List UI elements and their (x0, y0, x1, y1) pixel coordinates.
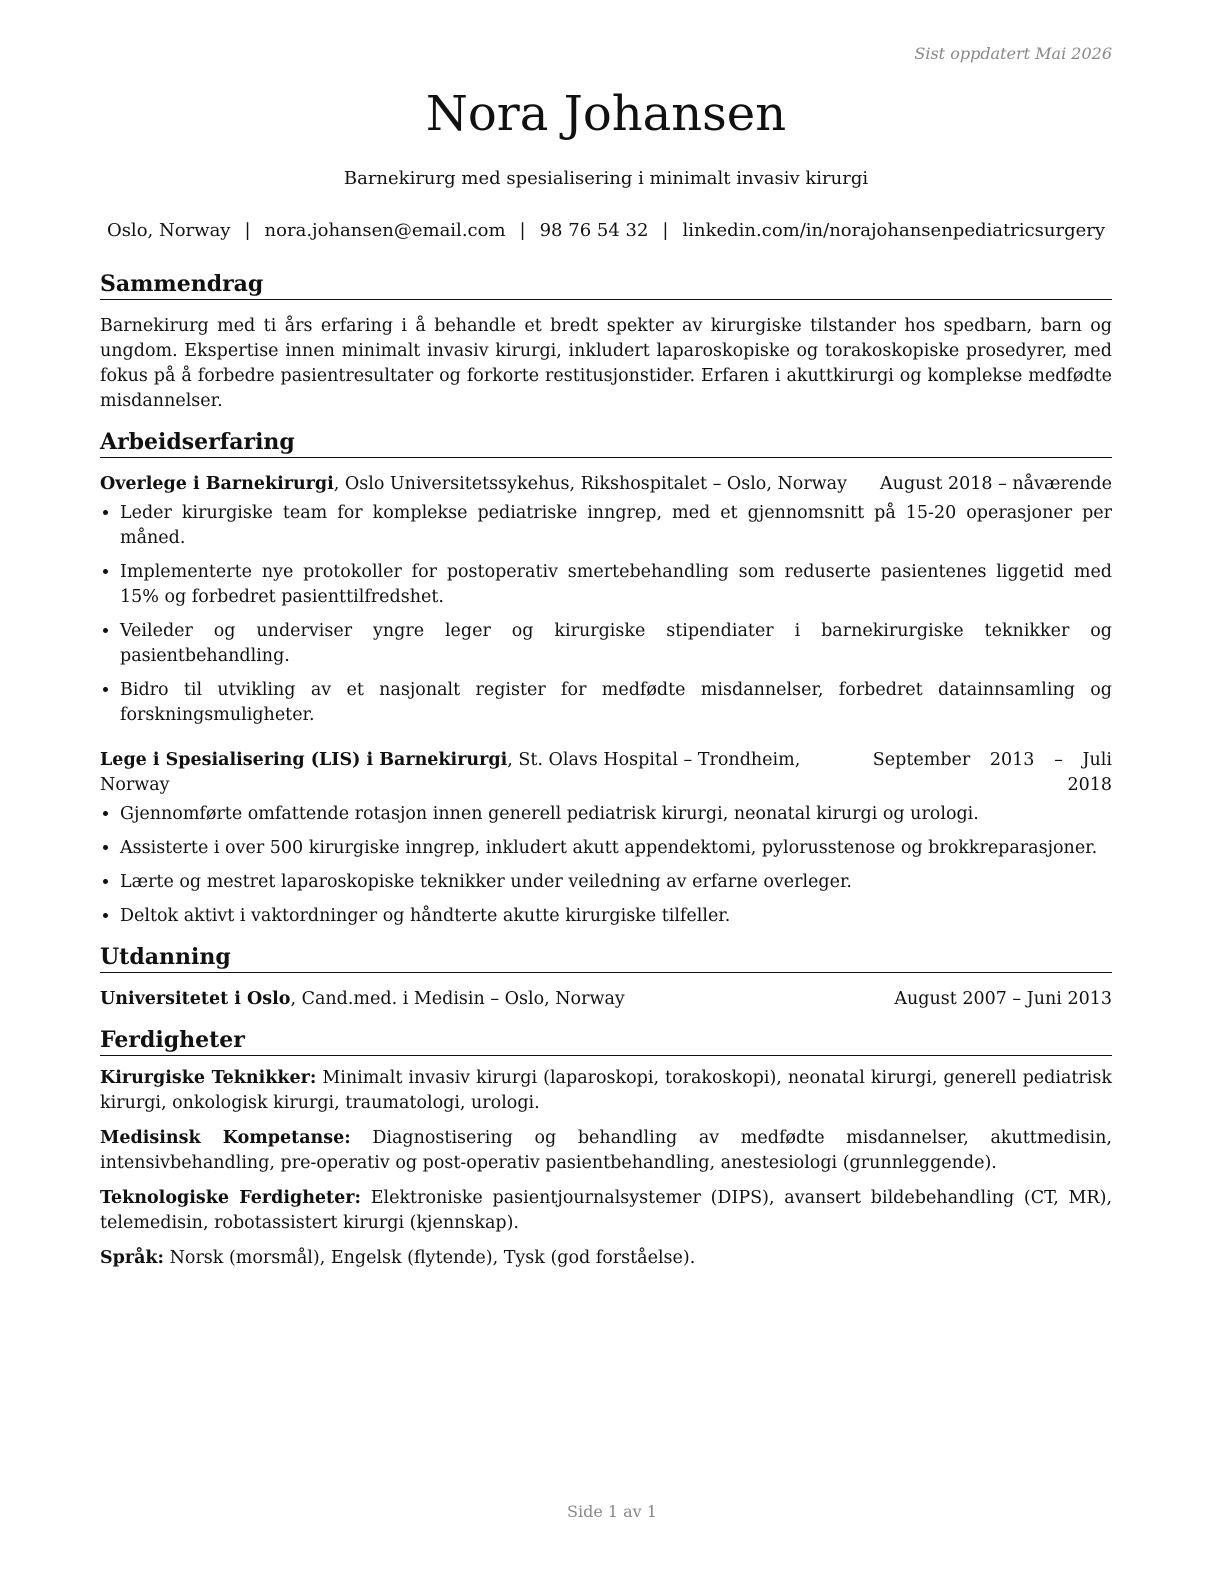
skill-label: Teknologiske Ferdigheter: (100, 1188, 361, 1208)
job-header (100, 472, 1112, 497)
skill-text: Diagnostisering og behandling av medfødte misdannelser, akuttmedisin, intensivbehandling, pre-operativ og post-operativ pasientbehandling, anestesiologi (grunnleggende). (100, 1128, 1112, 1173)
contact-location: Oslo, Norway (106, 220, 231, 241)
job-details: , St. Olavs Hospital – Trondheim, Norway (100, 750, 801, 795)
section-heading: Utdanning (100, 943, 1112, 973)
summary-text: Barnekirurg med ti års erfaring i å behandle et bredt spekter av kirurgiske tilstander hos spedbarn, barn og ungdom. Ekspertise innen minimalt invasiv kirurgi, inkludert laparoskopiske og torakoskopiske prosedyrer, med fokus på å forbedre pasientresultater og forkorte restitusjonstider. Erfaren i akuttkirurgi og komplekse medfødte misdannelser. (100, 316, 1112, 411)
skill-line (100, 1246, 1112, 1271)
skill-label: Språk: (100, 1248, 165, 1268)
tagline: Barnekirurg med spesialisering i minimalt invasiv kirurgi (343, 168, 869, 189)
contact-separator: | (519, 220, 526, 241)
job-title: Lege i Spesialisering (LIS) i Barnekirurgi (100, 750, 508, 770)
section-heading: Ferdigheter (100, 1026, 1112, 1056)
candidate-name: Nora Johansen (425, 86, 787, 142)
contact-linkedin[interactable]: linkedin.com/in/norajohansenpediatricsurgery (682, 220, 1106, 241)
list-item: • Implementerte nye protokoller for postoperativ smertebehandling som reduserte pasientenes liggetid med 15% og forbedret pasienttilfredshet. (120, 560, 1112, 610)
skill-line (100, 1186, 1112, 1236)
education-section (100, 943, 1112, 1012)
skill-text: Elektroniske pasientjournalsystemer (DIPS), avansert bildebehandling (CT, MR), telemedisin, robotassistert kirurgi (kjennskap). (100, 1188, 1113, 1233)
skill-line (100, 1066, 1112, 1116)
last-updated: Sist oppdatert Mai 2026 (914, 44, 1112, 63)
list-item: • Deltok aktivt i vaktordninger og håndterte akutte kirurgiske tilfeller. (120, 904, 1112, 929)
experience-section (100, 428, 1112, 929)
job-bullets (100, 802, 1112, 929)
resume-content (100, 270, 1112, 1285)
contact-line (100, 220, 1112, 241)
job-entry (100, 472, 1112, 728)
job-entry (100, 748, 1112, 929)
job-dates: August 2018 – nåværende (880, 474, 1112, 494)
contact-separator: | (244, 220, 251, 241)
school-name: Universitetet i Oslo (100, 989, 291, 1009)
summary-section (100, 270, 1112, 414)
section-heading: Sammendrag (100, 270, 1112, 300)
contact-phone[interactable]: 98 76 54 32 (539, 220, 649, 241)
list-item: • Leder kirurgiske team for komplekse pediatriske inngrep, med et gjennomsnitt på 15-20 operasjoner per måned. (120, 501, 1112, 551)
page-number: Side 1 av 1 (567, 1502, 657, 1521)
job-details: , Oslo Universitetssykehus, Rikshospitalet – Oslo, Norway (333, 474, 847, 494)
skill-text: Norsk (morsmål), Engelsk (flytende), Tysk (god forståelse). (164, 1248, 696, 1268)
job-title: Overlege i Barnekirurgi (100, 474, 334, 494)
degree-details: , Cand.med. i Medisin – Oslo, Norway (290, 989, 625, 1009)
skills-section (100, 1026, 1112, 1271)
section-heading: Arbeidserfaring (100, 428, 1112, 458)
skill-label: Kirurgiske Teknikker: (100, 1068, 317, 1088)
list-item: • Bidro til utvikling av et nasjonalt register for medfødte misdannelser, forbedret datainnsamling og forskningsmuligheter. (120, 678, 1112, 728)
skill-line (100, 1126, 1112, 1176)
job-dates: September 2013 – Juli 2018 (872, 750, 1112, 795)
list-item: • Lærte og mestret laparoskopiske teknikker under veiledning av erfarne overleger. (120, 870, 1112, 895)
contact-email[interactable]: nora.johansen@email.com (264, 220, 506, 241)
list-item: • Veileder og underviser yngre leger og kirurgiske stipendiater i barnekirurgiske teknikker og pasientbehandling. (120, 619, 1112, 669)
contact-separator: | (662, 220, 669, 241)
education-entry (100, 987, 1112, 1012)
list-item: • Gjennomførte omfattende rotasjon innen generell pediatrisk kirurgi, neonatal kirurgi og urologi. (120, 802, 1112, 827)
job-header (100, 748, 1112, 798)
job-bullets (100, 501, 1112, 728)
skill-text: Minimalt invasiv kirurgi (laparoskopi, torakoskopi), neonatal kirurgi, generell pediatrisk kirurgi, onkologisk kirurgi, traumatologi, urologi. (100, 1068, 1112, 1113)
education-dates: August 2007 – Juni 2013 (894, 989, 1112, 1009)
skill-label: Medisinsk Kompetanse: (100, 1128, 351, 1148)
list-item: • Assisterte i over 500 kirurgiske inngrep, inkludert akutt appendektomi, pylorusstenose og brokkreparasjoner. (120, 836, 1112, 861)
